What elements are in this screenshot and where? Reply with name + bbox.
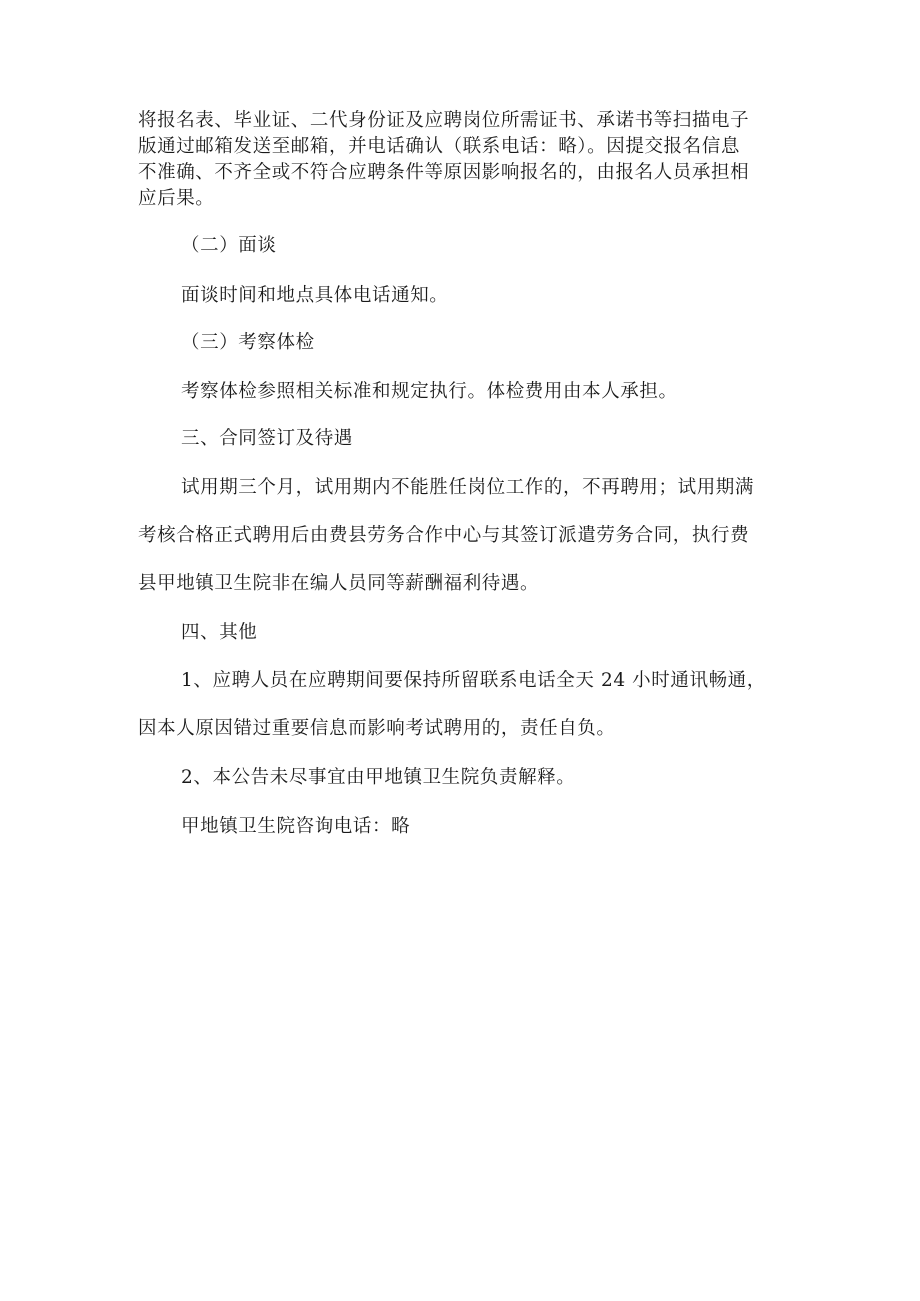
- other-2-text: 2、本公告未尽事宜由甲地镇卫生院负责解释。: [181, 767, 576, 788]
- registration-line-3: 不准确、不齐全或不符合应聘条件等原因影响报名的，由报名人员承担相: [138, 162, 750, 183]
- inspection-text: 考察体检参照相关标准和规定执行。体检费用由本人承担。: [181, 381, 678, 402]
- contract-line-2: 考核合格正式聘用后由费县劳务合作中心与其签订派遣劳务合同，执行费: [138, 525, 750, 546]
- contract-line-3: 县甲地镇卫生院非在编人员同等薪酬福利待遇。: [138, 573, 540, 594]
- heading-interview: （二）面谈: [181, 235, 277, 256]
- other-1-line-2: 因本人原因错过重要信息而影响考试聘用的，责任自负。: [138, 718, 616, 739]
- registration-line-2: 版通过邮箱发送至邮箱，并电话确认（联系电话：略）。因提交报名信息: [138, 136, 740, 157]
- other-1-line-1: 1、应聘人员在应聘期间要保持所留联系电话全天 24 小时通讯畅通，: [181, 670, 766, 691]
- heading-other: 四、其他: [181, 622, 258, 643]
- heading-contract: 三、合同签订及待遇: [181, 428, 353, 449]
- contract-line-1: 试用期三个月，试用期内不能胜任岗位工作的，不再聘用；试用期满: [181, 477, 755, 498]
- registration-line-4: 应后果。: [138, 188, 215, 209]
- interview-text: 面谈时间和地点具体电话通知。: [181, 285, 449, 306]
- consult-phone: 甲地镇卫生院咨询电话：略: [181, 816, 411, 837]
- heading-inspection: （三）考察体检: [181, 332, 315, 353]
- registration-line-1: 将报名表、毕业证、二代身份证及应聘岗位所需证书、承诺书等扫描电子: [138, 110, 750, 131]
